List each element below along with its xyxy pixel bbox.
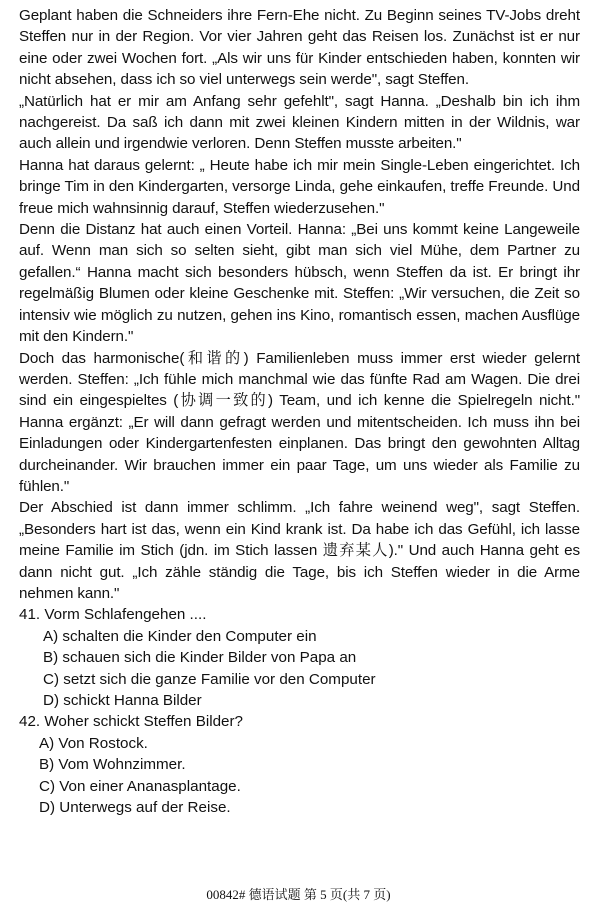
question-41 xyxy=(19,604,580,711)
question-41-option-d: D) schickt Hanna Bilder xyxy=(43,692,202,709)
question-41-stem: 41. Vorm Schlafengehen .... xyxy=(19,606,207,624)
passage-paragraph-1: Geplant haben die Schneiders ihre Fern-Ehe nicht. Zu Beginn seines TV-Jobs dreht Steffen nur in der Region. Vor vier Jahren geht das Reisen los. Zunächst ist er nur eine oder zwei Wochen fort. „Als wir uns für Kinder entschieden haben, konnten wir nicht absehen, dass ich so viel unterwegs sein werde", sagt Steffen. xyxy=(19,7,580,89)
question-42-option-d: D) Unterwegs auf der Reise. xyxy=(39,799,231,817)
passage-paragraph-4: Denn die Distanz hat auch einen Vorteil. Hanna: „Bei uns kommt keine Langeweile auf. Wenn man sich so selten sieht, gibt man sich viel Mühe, dem Partner zu gefallen.“ Hanna macht sich besonders hübsch, wenn Steffen da ist. Er bringt ihr regelmäßig Blumen oder kleine Geschenke mit. Steffen: „Wir versuchen, die Zeit so intensiv wie möglich zu nutzen, gehen ins Kino, romantisch essen, machen Ausflüge mit den Kindern." xyxy=(19,221,580,346)
question-41-option-b: B) schauen sich die Kinder Bilder von Papa an xyxy=(43,649,357,667)
question-42-option-b: B) Vom Wohnzimmer. xyxy=(39,756,186,774)
page-footer: 00842# 德语试题 第 5 页(共 7 页) xyxy=(206,887,391,902)
passage-paragraph-5: Doch das harmonische(和谐的) Familienleben muss immer erst wieder gelernt werden. Steffen: „Ich fühle mich manchmal wie das fünfte Rad am Wagen. Die drei sind ein eingespieltes (协调一致的) Team, und ich kenne die Spielregeln nicht." Hanna ergänzt: „Er will dann gefragt werden und mitentscheiden. Ich muss ihn bei Einladungen oder Kindergartenfesten einplanen. Das bringt den gewohnten Alltag durcheinander. Wir brauchen immer ein paar Tage, um uns wieder als Familie zu fühlen." xyxy=(19,349,580,495)
question-41-option-c: C) setzt sich die ganze Familie vor den Computer xyxy=(43,670,376,688)
question-41-option-a: A) schalten die Kinder den Computer ein xyxy=(43,627,317,645)
passage-paragraph-6: Der Abschied ist dann immer schlimm. „Ich fahre weinend weg", sagt Steffen. „Besonders hart ist das, wenn ein Kind krank ist. Da habe ich das Gefühl, ich lasse meine Familie im Stich (jdn. im Stich lassen 遗弃某人)." Und auch Hanna geht es dann nicht gut. „Ich zähle ständig die Tage, bis ich Steffen wieder in die Arme nehmen kann." xyxy=(19,499,580,602)
question-42 xyxy=(19,711,580,818)
question-42-stem: 42. Woher schickt Steffen Bilder? xyxy=(19,713,243,731)
reading-passage xyxy=(19,5,580,604)
question-42-option-a: A) Von Rostock. xyxy=(39,734,148,752)
question-42-option-c: C) Von einer Ananasplantage. xyxy=(39,777,241,795)
passage-paragraph-2: „Natürlich hat er mir am Anfang sehr gefehlt", sagt Hanna. „Deshalb bin ich ihm nachgereist. Da saß ich dann mit zwei kleinen Kindern mitten in der Wildnis, war auch allein und irgendwie verloren. Denn Steffen musste arbeiten." xyxy=(19,92,580,153)
passage-paragraph-3: Hanna hat daraus gelernt: „ Heute habe ich mir mein Single-Leben eingerichtet. Ich bringe Tim in den Kindergarten, versorge Linda, gehe einkaufen, treffe Freunde. Und freue mich wahnsinnig darauf, Steffen wiederzusehen." xyxy=(19,156,580,217)
